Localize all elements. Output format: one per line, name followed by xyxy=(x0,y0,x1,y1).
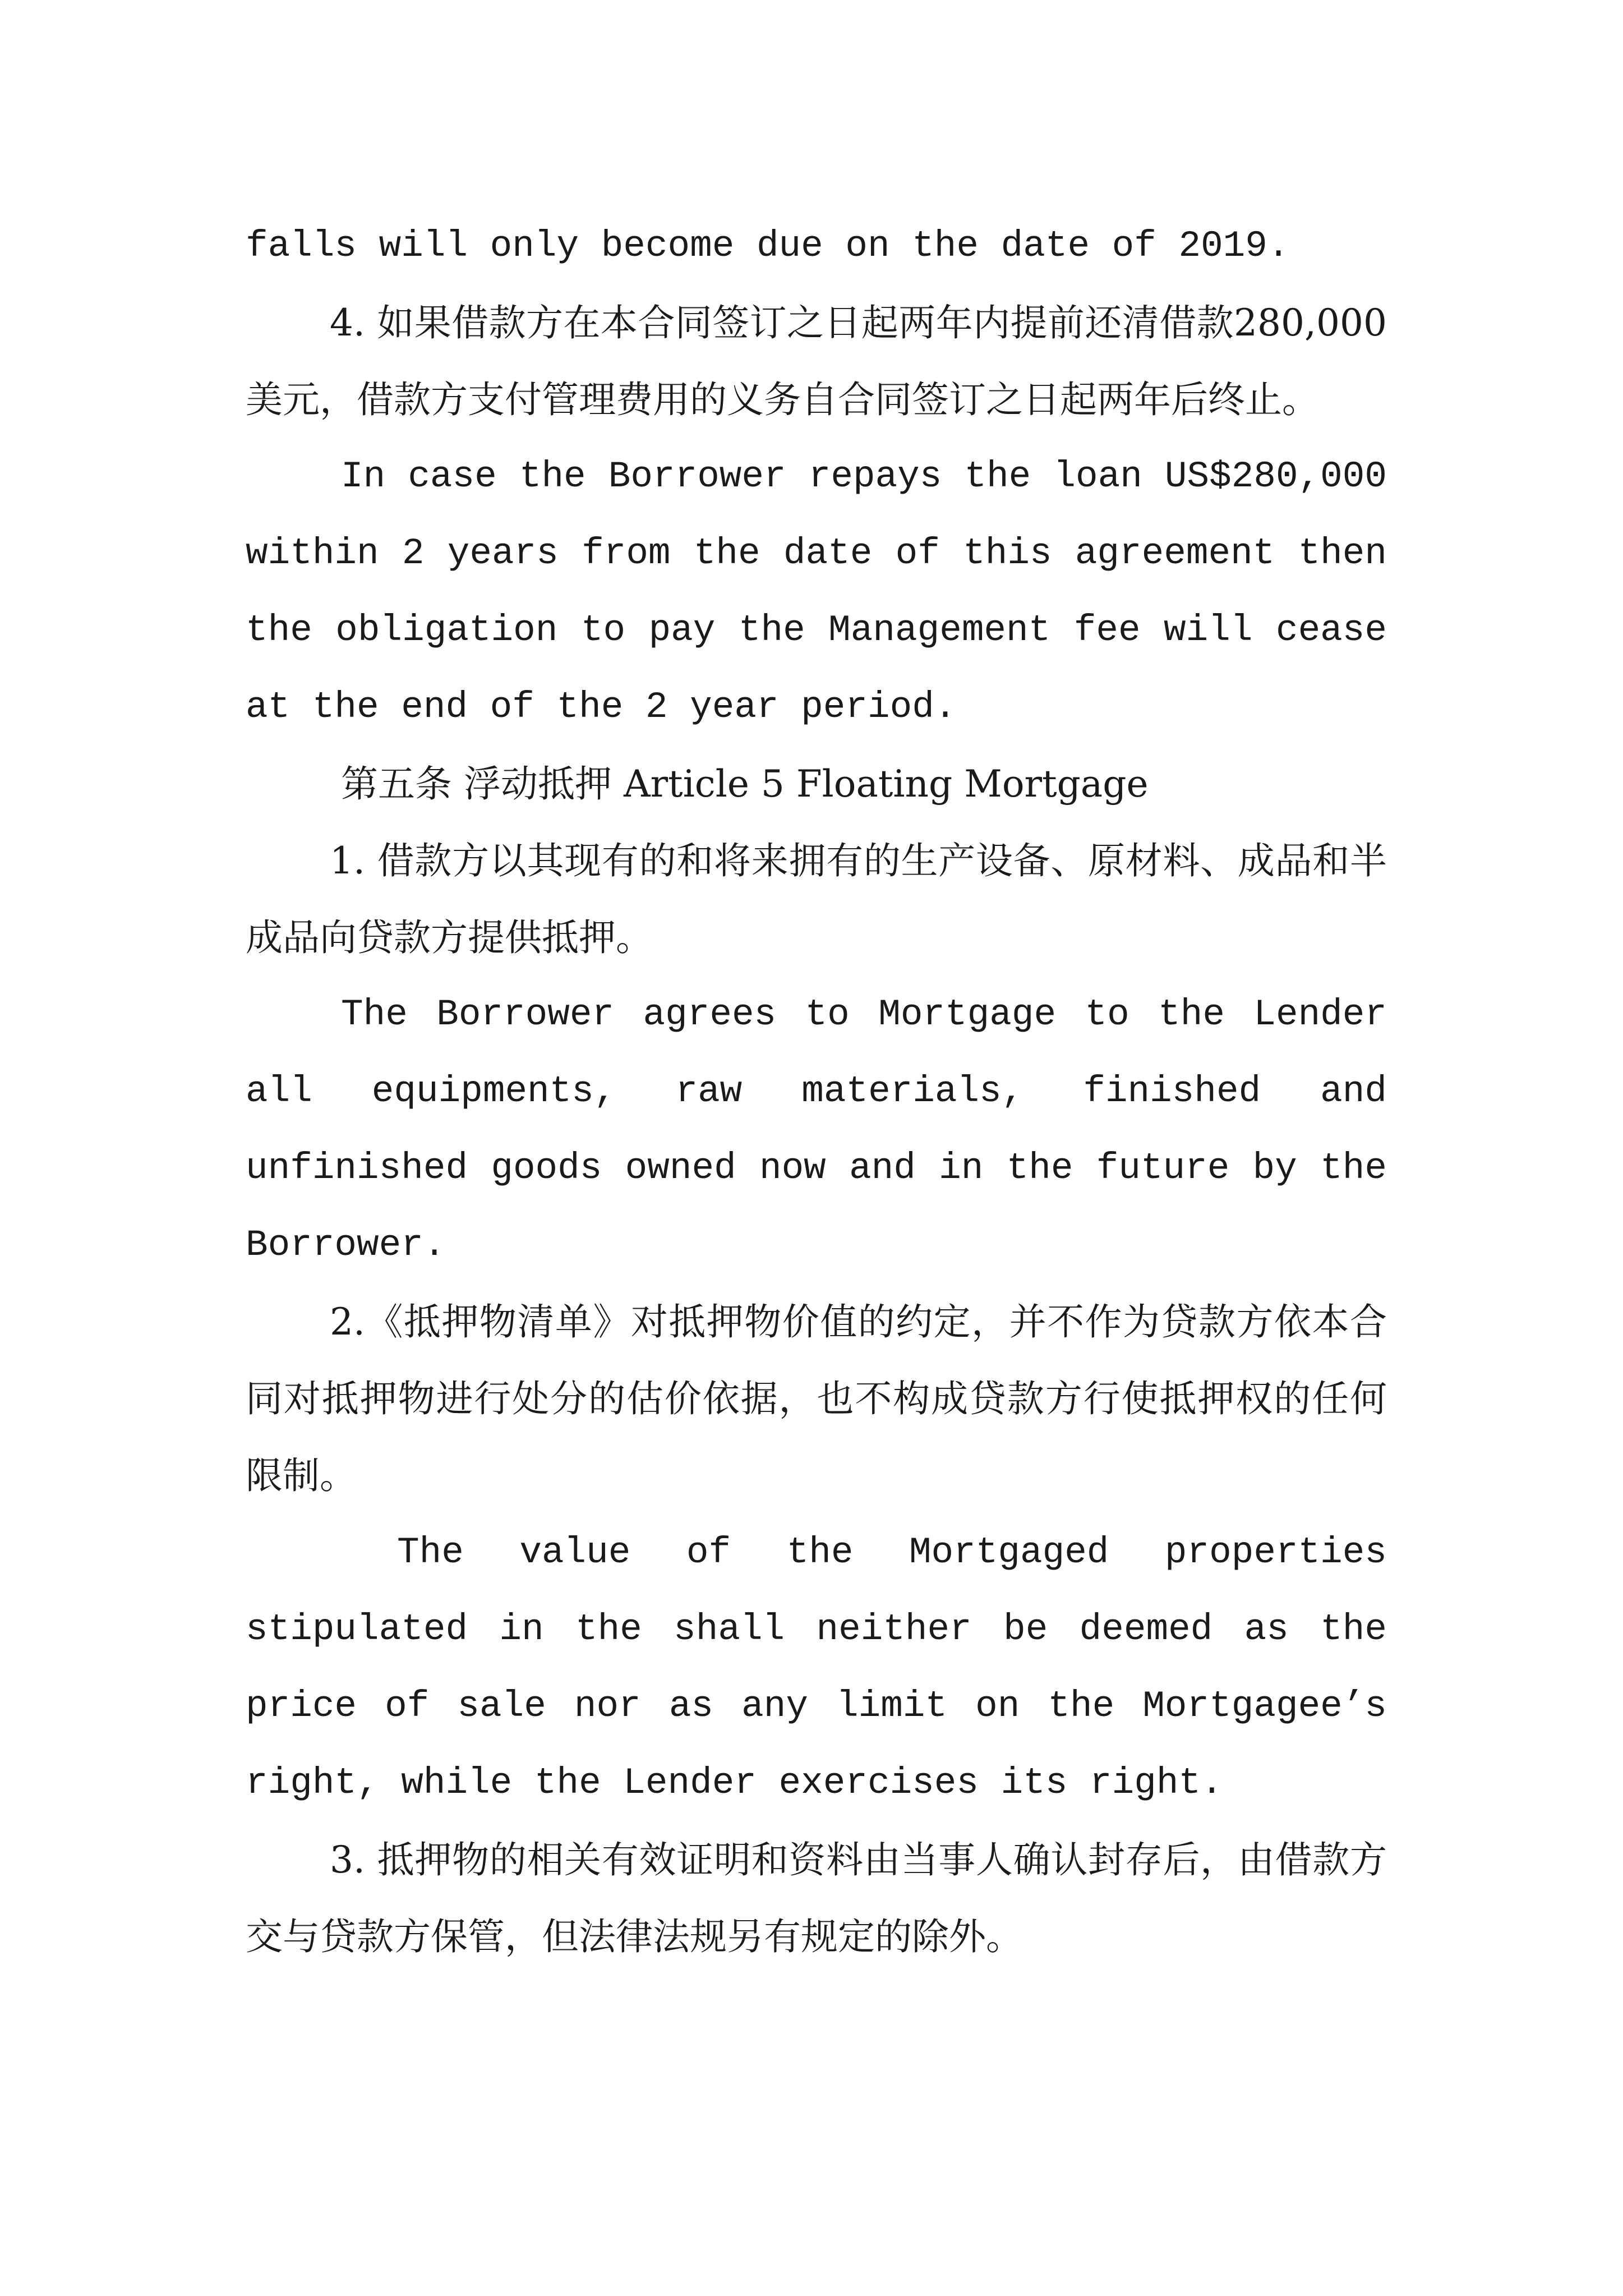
contract-body xyxy=(246,208,1387,1975)
paragraph-item-4-chinese: 4. 如果借款方在本合同签订之日起两年内提前还清借款280,000美元，借款方支付管理费用的义务自合同签订之日起两年后终止。 xyxy=(246,301,1387,421)
paragraph-item-1-english: The Borrower agrees to Mortgage to the Lender all equipments, raw materials, finished and unfinished goods owned now and in the future by the Borrower. xyxy=(246,993,1387,1266)
paragraph-item-3-chinese: 3. 抵押物的相关有效证明和资料由当事人确认封存后，由借款方交与贷款方保管，但法律法规另有规定的除外。 xyxy=(246,1838,1387,1958)
article-5-heading: 第五条 浮动抵押 Article 5 Floating Mortgage xyxy=(341,762,1149,806)
paragraph-item-4-english: In case the Borrower repays the loan US$280,000 within 2 years from the date of this agreement then the obligation to pay the Management fee will cease at the end of the 2 year period. xyxy=(246,455,1387,728)
paragraph-item-2-chinese: 2.《抵押物清单》对抵押物价值的约定，并不作为贷款方依本合同对抵押物进行处分的估价依据，也不构成贷款方行使抵押权的任何限制。 xyxy=(246,1300,1387,1497)
paragraph-item-1-chinese: 1. 借款方以其现有的和将来拥有的生产设备、原材料、成品和半成品向贷款方提供抵押。 xyxy=(246,839,1387,959)
paragraph-item-2-english: The value of the Mortgaged properties stipulated in the shall neither be deemed as the price of sale nor as any limit on the Mortgagee’s right, while the Lender exercises its right. xyxy=(246,1531,1387,1804)
paragraph-falls-due: falls will only become due on the date of 2019. xyxy=(246,225,1290,267)
